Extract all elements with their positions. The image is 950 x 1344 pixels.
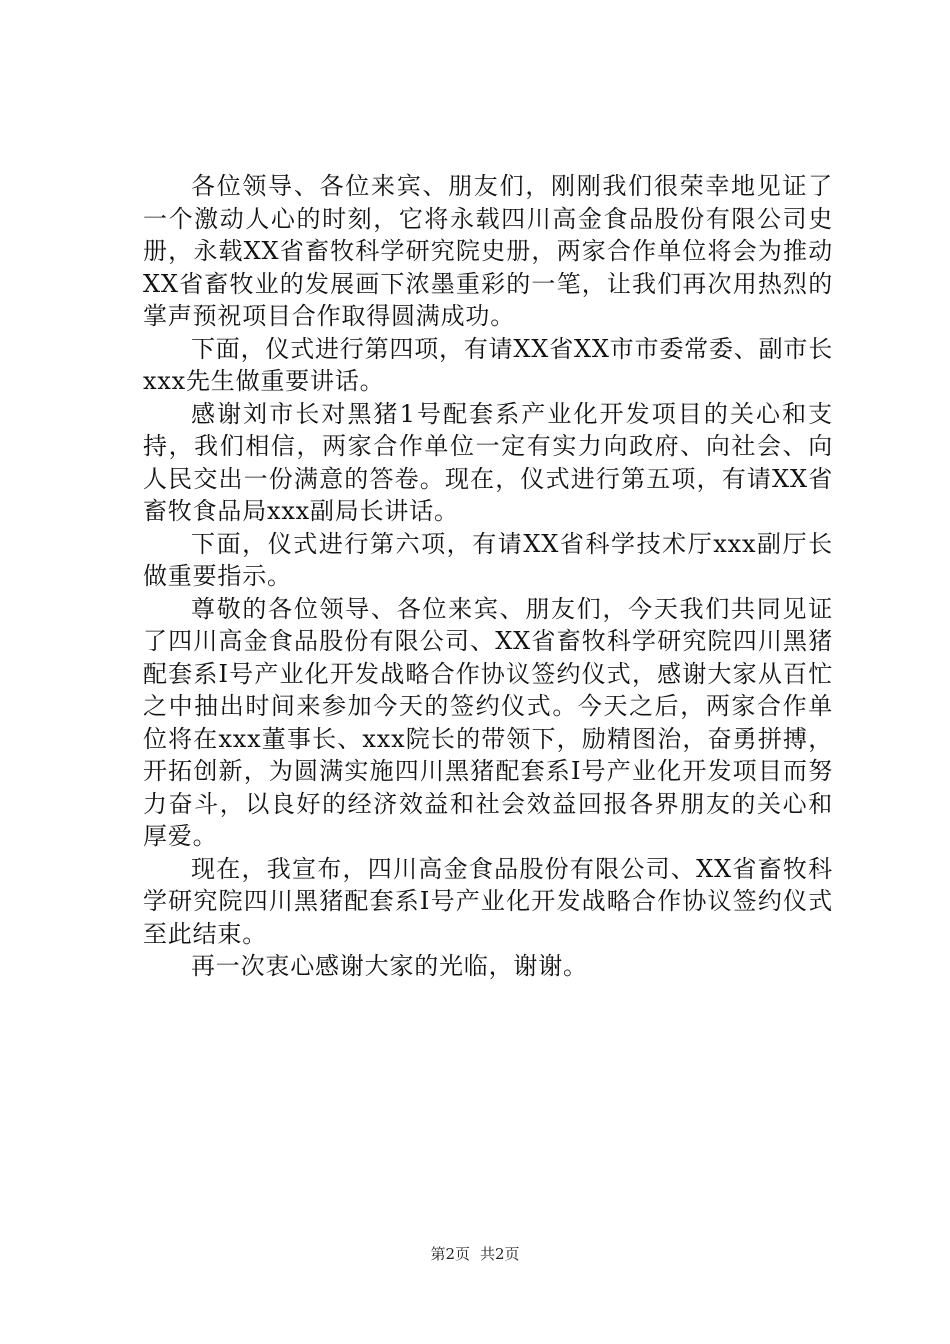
document-body (143, 170, 833, 983)
page-footer (0, 1244, 950, 1264)
paragraph-6: 现在，我宣布，四川高金食品股份有限公司、XX省畜牧科学研究院四川黑猪配套系Ⅰ号产业化开发战略合作协议签约仪式至此结束。 (143, 854, 833, 948)
paragraph-3: 感谢刘市长对黑猪1号配套系产业化开发项目的关心和支持，我们相信，两家合作单位一定有实力向政府、向社会、向人民交出一份满意的答卷。现在，仪式进行第五项，有请XX省畜牧食品局xxx副局长讲话。 (143, 399, 833, 525)
paragraph-4: 下面，仪式进行第六项，有请XX省科学技术厅xxx副厅长做重要指示。 (143, 529, 833, 590)
paragraph-5: 尊敬的各位领导、各位来宾、朋友们，今天我们共同见证了四川高金食品股份有限公司、XX省畜牧科学研究院四川黑猪配套系Ⅰ号产业化开发战略合作协议签约仪式，感谢大家从百忙之中抽出时间来参加今天的签约仪式。今天之后，两家合作单位将在xxx董事长、xxx院长的带领下，励精图治，奋勇拼搏，开拓创新，为圆满实施四川黑猪配套系Ⅰ号产业化开发项目而努力奋斗，以良好的经济效益和社会效益回报各界朋友的关心和厚爱。 (143, 594, 833, 850)
paragraph-7: 再一次衷心感谢大家的光临，谢谢。 (191, 952, 588, 980)
page-number-total: 共2页 (480, 1245, 520, 1263)
paragraph-2: 下面，仪式进行第四项，有请XX省XX市市委常委、副市长xxx先生做重要讲话。 (143, 334, 833, 395)
paragraph-1: 各位领导、各位来宾、朋友们，刚刚我们很荣幸地见证了一个激动人心的时刻，它将永载四川高金食品股份有限公司史册，永载XX省畜牧科学研究院史册，两家合作单位将会为推动XX省畜牧业的发展画下浓墨重彩的一笔，让我们再次用热烈的掌声预祝项目合作取得圆满成功。 (143, 172, 833, 330)
page-number-current: 第2页 (430, 1245, 470, 1263)
